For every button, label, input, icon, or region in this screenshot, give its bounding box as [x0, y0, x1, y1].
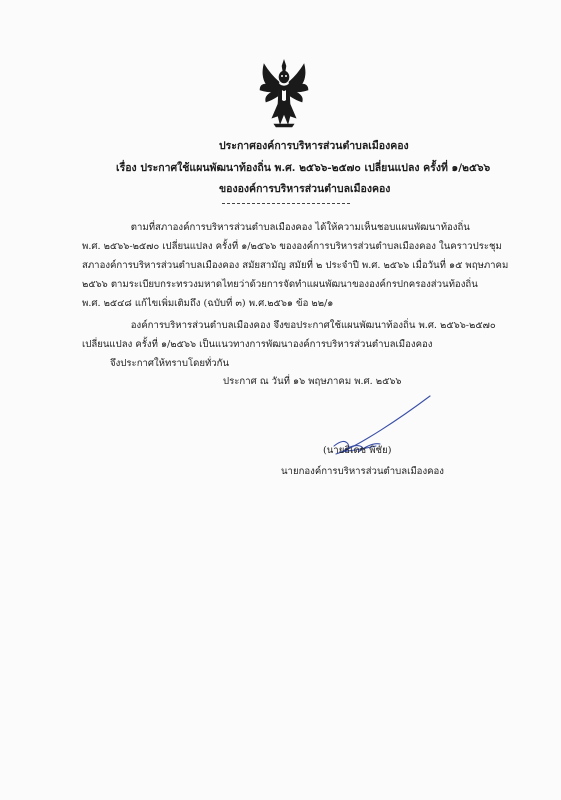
body-paragraph-1: [82, 218, 508, 313]
body-line: ๒๕๖๖ ตามระเบียบกระทรวงมหาดไทยว่าด้วยการจัดทำแผนพัฒนาขององค์กรปกครองส่วนท้องถิ่น: [82, 279, 478, 290]
body-line: สภาองค์การบริหารส่วนตำบลเมืองคอง สมัยสามัญ สมัยที่ ๒ ประจำปี พ.ศ. ๒๕๖๖ เมื่อวันที่ ๑๕ พฤษภาคม: [82, 260, 509, 271]
announcement-subject: เรื่อง ประกาศใช้แผนพัฒนาท้องถิ่น พ.ศ. ๒๕๖๖-๒๕๗๐ เปลี่ยนแปลง ครั้งที่ ๑/๒๕๖๖: [116, 162, 491, 174]
body-line: พ.ศ. ๒๕๔๘ แก้ไขเพิ่มเติมถึง (ฉบับที่ ๓) พ.ศ.๒๕๖๑ ข้อ ๒๒/๑: [82, 298, 334, 309]
body-paragraph-2: [82, 316, 496, 354]
body-line: เปลี่ยนแปลง ครั้งที่ ๑/๒๕๖๖ เป็นแนวทางการพัฒนาองค์การบริหารส่วนตำบลเมืองคอง: [82, 339, 433, 350]
body-line: องค์การบริหารส่วนตำบลเมืองคอง จึงขอประกาศใช้แผนพัฒนาท้องถิ่น พ.ศ. ๒๕๖๖-๒๕๗๐: [82, 320, 496, 331]
closing-statement: จึงประกาศให้ทราบโดยทั่วกัน: [110, 358, 230, 369]
body-line: พ.ศ. ๒๕๖๖-๒๕๗๐ เปลี่ยนแปลง ครั้งที่ ๑/๒๕๖๖ ขององค์การบริหารส่วนตำบลเมืองคอง ในคราวประชุม: [82, 241, 502, 252]
announcement-date: ประกาศ ณ วันที่ ๑๖ พฤษภาคม พ.ศ. ๒๕๖๖: [223, 376, 402, 387]
announcement-issuer: ขององค์การบริหารส่วนตำบลเมืองคอง: [219, 183, 391, 195]
signer-name: (นายธิเดช พิชัย): [323, 445, 392, 456]
announcement-title: ประกาศองค์การบริหารส่วนตำบลเมืองคอง: [219, 140, 409, 152]
title-divider: [222, 203, 350, 204]
garuda-emblem-icon: [258, 58, 310, 128]
body-line: ตามที่สภาองค์การบริหารส่วนตำบลเมืองคอง ได้ให้ความเห็นชอบแผนพัฒนาท้องถิ่น: [82, 222, 470, 233]
signer-position: นายกองค์การบริหารส่วนตำบลเมืองคอง: [281, 466, 444, 477]
